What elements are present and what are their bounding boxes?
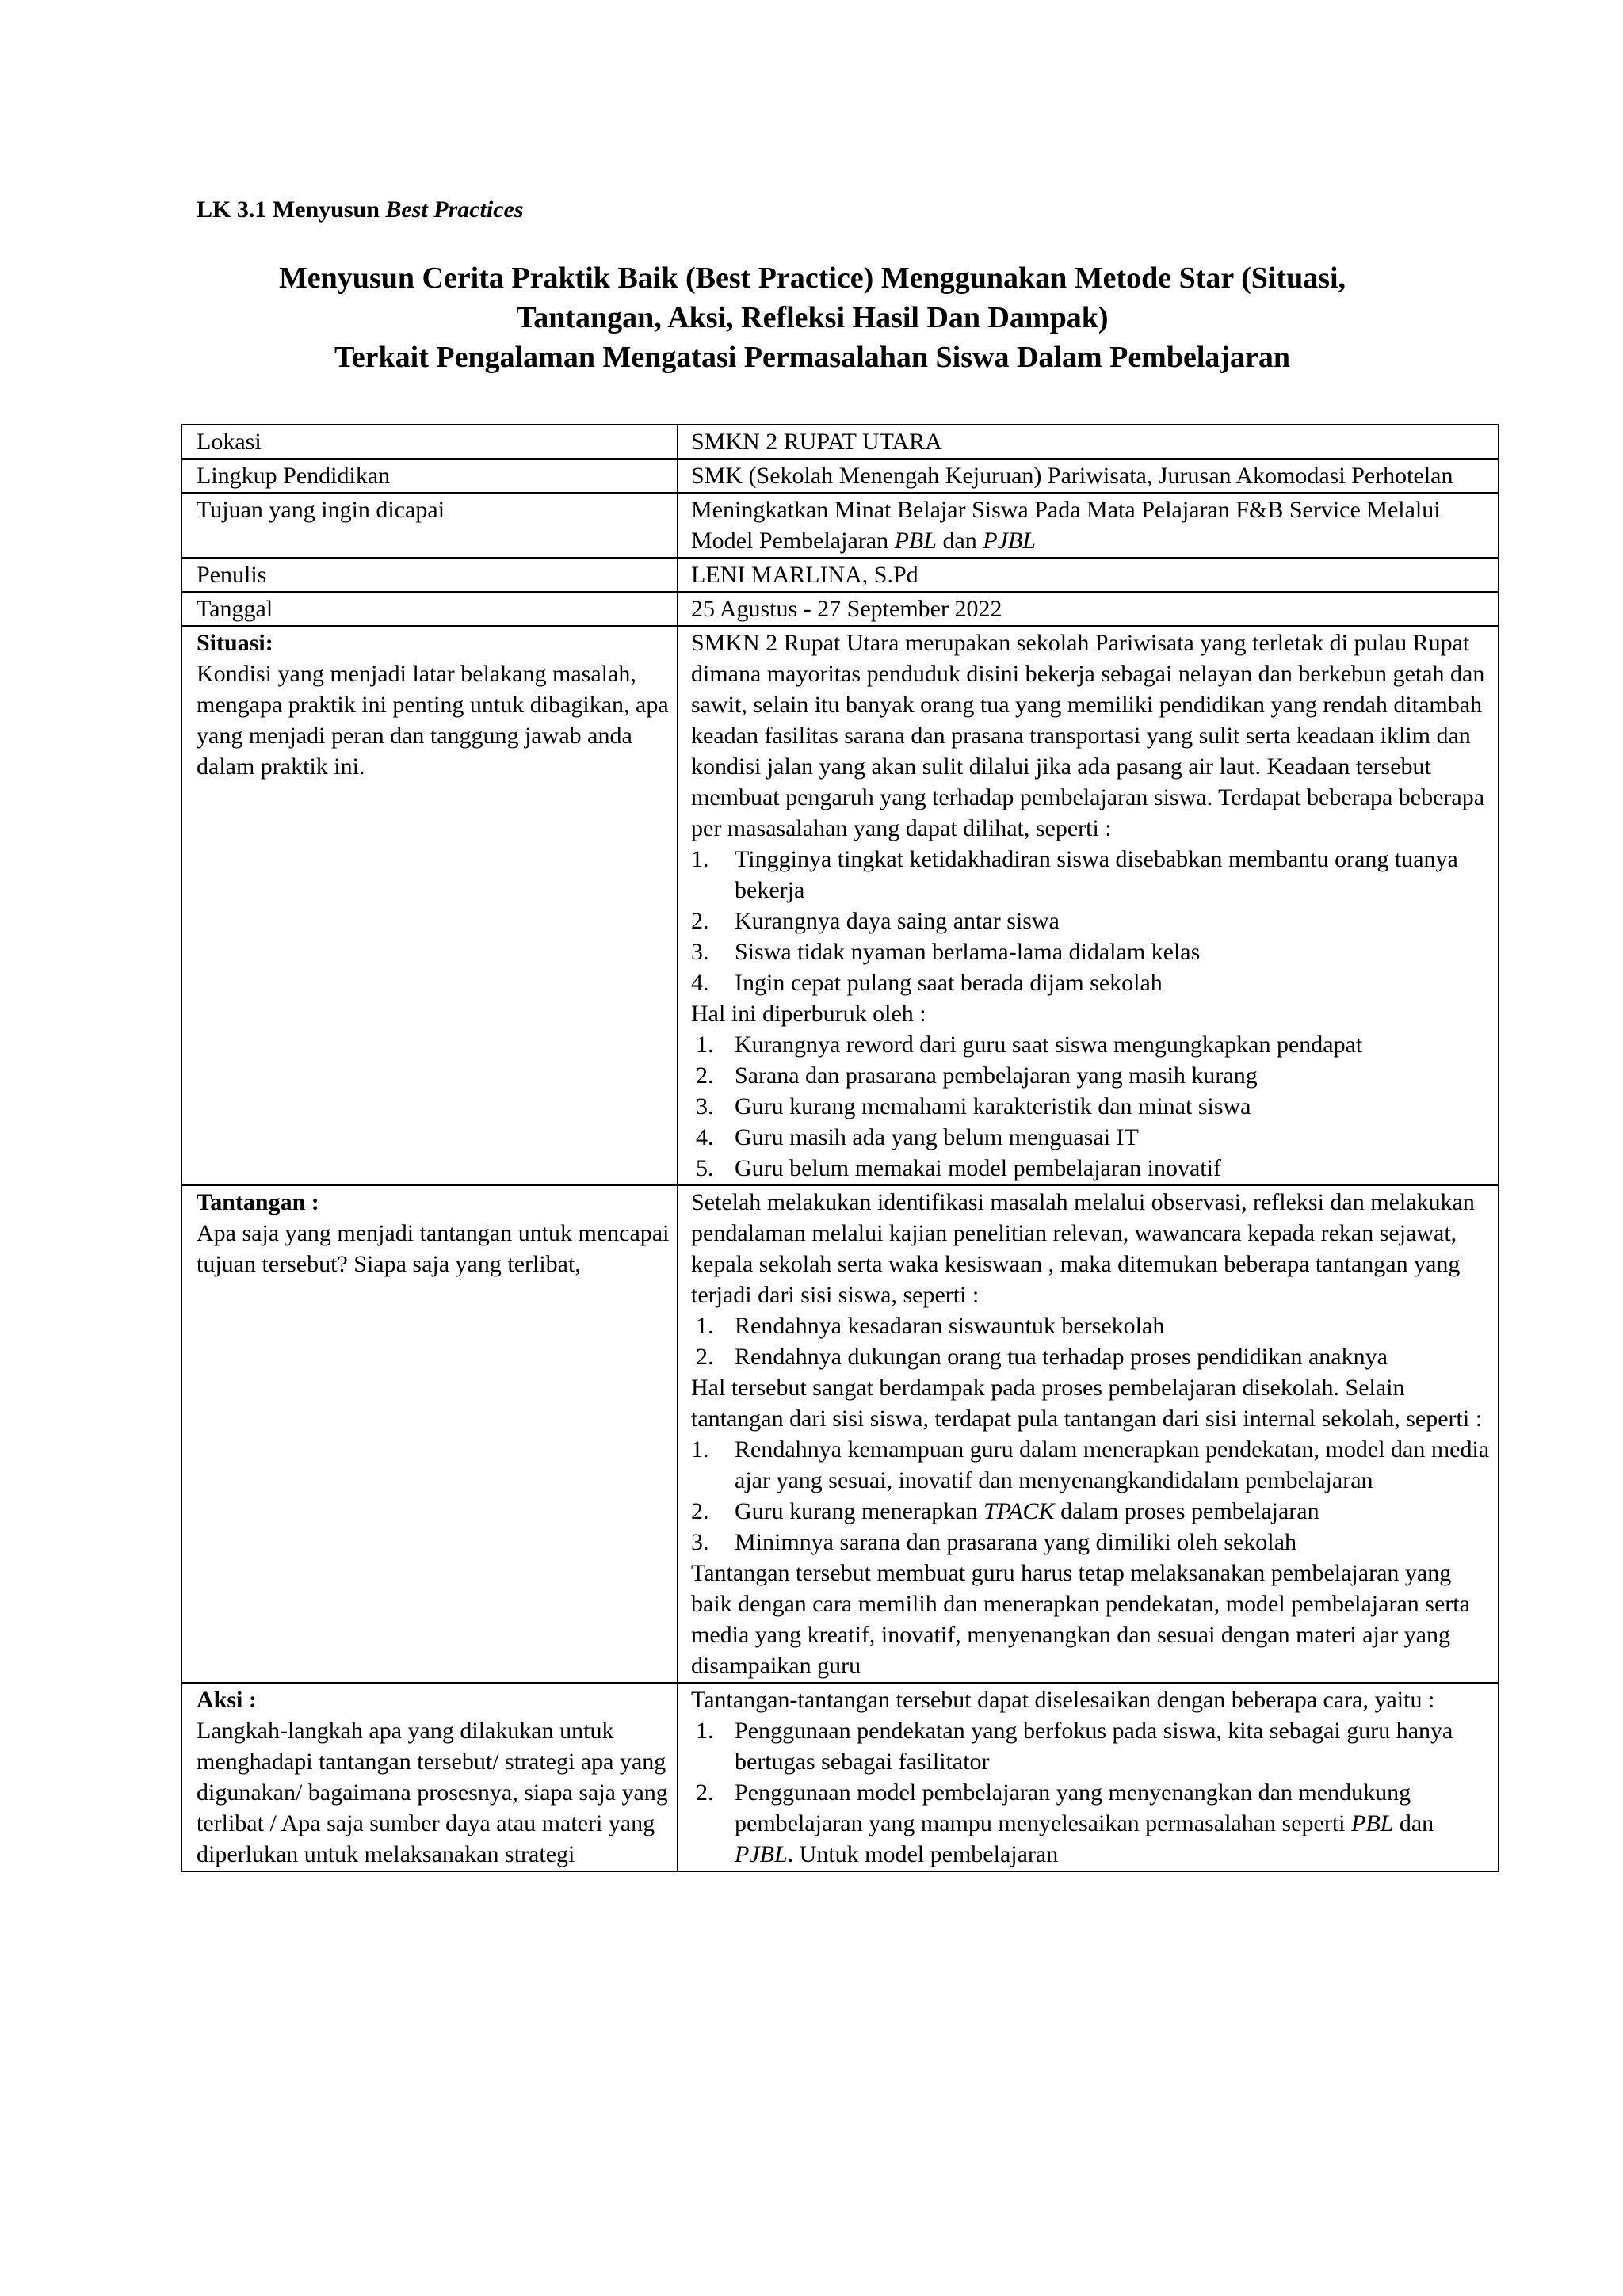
list-number: 1. xyxy=(691,1436,709,1463)
value-lokasi: SMKN 2 RUPAT UTARA xyxy=(678,425,1499,459)
best-practice-table xyxy=(181,424,1499,1872)
list-item xyxy=(691,1122,1491,1153)
tantangan-heading: Tantangan : xyxy=(197,1189,319,1215)
list-text: Guru kurang memahami karakteristik dan minat siswa xyxy=(735,1093,1251,1119)
value-situasi xyxy=(678,626,1499,1185)
row-lokasi xyxy=(181,425,1499,459)
aksi-list xyxy=(691,1715,1491,1870)
row-tanggal xyxy=(181,592,1499,626)
label-penulis: Penulis xyxy=(181,558,678,592)
list-text: Minimnya sarana dan prasarana yang dimiliki oleh sekolah xyxy=(735,1529,1296,1555)
list-item xyxy=(691,1527,1491,1558)
list-text: Sarana dan prasarana pembelajaran yang masih kurang xyxy=(735,1062,1258,1089)
list-number: 5. xyxy=(696,1155,714,1181)
list-number: 2. xyxy=(696,1779,714,1806)
value-tujuan-pbl: PBL xyxy=(894,528,937,554)
tantangan-outro: Tantangan tersebut membuat guru harus tetap melaksanakan pembelajaran yang baik dengan cara memilih dan menerapkan pendekatan, model pembelajaran serta media yang kreatif, inovatif, menyenangkan dan sesuai dengan materi ajar yang disampaikan guru xyxy=(691,1560,1470,1679)
label-lingkup: Lingkup Pendidikan xyxy=(181,459,678,493)
value-tujuan-and: dan xyxy=(936,528,983,554)
situasi-heading: Situasi: xyxy=(197,630,273,656)
worksheet-label xyxy=(197,196,524,223)
situasi-description: Kondisi yang menjadi latar belakang masalah, mengapa praktik ini penting untuk dibagikan, apa yang menjadi peran dan tanggung jawab anda dalam praktik ini. xyxy=(197,661,669,780)
list-text-italic: PBL xyxy=(1351,1810,1394,1836)
worksheet-label-italic: Best Practices xyxy=(385,196,524,223)
list-number: 2. xyxy=(696,1344,714,1370)
list-item xyxy=(691,844,1491,906)
title-line-2: Tantangan, Aksi, Refleksi Hasil Dan Dampak) xyxy=(516,301,1109,334)
situasi-problem-list xyxy=(691,844,1491,998)
label-tanggal: Tanggal xyxy=(181,592,678,626)
list-text: Rendahnya kesadaran siswauntuk bersekolah xyxy=(735,1313,1165,1339)
list-item xyxy=(691,967,1491,998)
worksheet-label-prefix: LK 3.1 Menyusun xyxy=(197,196,386,223)
list-item xyxy=(691,1060,1491,1091)
title-line-3: Terkait Pengalaman Mengatasi Permasalahan Siswa Dalam Pembelajaran xyxy=(334,341,1291,374)
aksi-description: Langkah-langkah apa yang dilakukan untuk menghadapi tantangan tersebut/ strategi apa yang digunakan/ bagaimana prosesnya, siapa saja yang terlibat / Apa saja sumber daya atau materi yang diperlukan untuk melaksanakan strategi xyxy=(197,1718,668,1867)
list-text: Kurangnya daya saing antar siswa xyxy=(735,908,1060,934)
list-item xyxy=(691,1777,1491,1870)
tantangan-mid: Hal tersebut sangat berdampak pada proses pembelajaran disekolah. Selain tantangan dari sisi siswa, terdapat pula tantangan dari sisi internal sekolah, seperti : xyxy=(691,1375,1483,1432)
aksi-intro: Tantangan-tantangan tersebut dapat diselesaikan dengan beberapa cara, yaitu : xyxy=(691,1687,1435,1713)
list-text-italic: TPACK xyxy=(983,1498,1055,1524)
row-penulis xyxy=(181,558,1499,592)
list-text: Penggunaan pendekatan yang berfokus pada siswa, kita sebagai guru hanya bertugas sebagai fasilitator xyxy=(735,1718,1453,1775)
list-text: . Untuk model pembelajaran xyxy=(787,1841,1059,1867)
list-number: 2. xyxy=(696,1062,714,1089)
value-tujuan-text: Meningkatkan Minat Belajar Siswa Pada Mata Pelajaran F&B Service Melalui Model Pembelajaran xyxy=(691,497,1441,554)
label-aksi xyxy=(181,1683,678,1871)
list-text: Guru kurang menerapkan xyxy=(735,1498,984,1524)
row-tujuan xyxy=(181,493,1499,558)
value-tantangan xyxy=(678,1185,1499,1683)
list-text: Guru masih ada yang belum menguasai IT xyxy=(735,1124,1139,1150)
list-item xyxy=(691,1029,1491,1060)
list-number: 4. xyxy=(696,1124,714,1150)
row-lingkup xyxy=(181,459,1499,493)
list-item xyxy=(691,1341,1491,1372)
document-title xyxy=(143,258,1482,377)
value-aksi xyxy=(678,1683,1499,1871)
situasi-intro: SMKN 2 Rupat Utara merupakan sekolah Pariwisata yang terletak di pulau Rupat dimana mayoritas penduduk disini bekerja sebagai nelayan dan berkebun getah dan sawit, selain itu banyak orang tua yang memiliki pendidikan yang rendah ditambah keadan fasilitas sarana dan prasana transportasi yang sulit serta keadaan iklim dan kondisi jalan yang akan sulit dilalui jika ada pasang air laut. Keadaan tersebut membuat pengaruh yang terhadap pembelajaran siswa. Terdapat beberapa beberapa per masasalahan yang dapat dilihat, seperti : xyxy=(691,630,1485,841)
list-text: Rendahnya kemampuan guru dalam menerapkan pendekatan, model dan media ajar yang sesuai, inovatif dan menyenangkandidalam pembelajaran xyxy=(735,1436,1490,1493)
aksi-heading: Aksi : xyxy=(197,1687,257,1713)
value-lingkup: SMK (Sekolah Menengah Kejuruan) Pariwisata, Jurusan Akomodasi Perhotelan xyxy=(678,459,1499,493)
list-item xyxy=(691,906,1491,936)
list-number: 1. xyxy=(691,846,709,872)
list-number: 3. xyxy=(696,1093,714,1119)
tantangan-school-list xyxy=(691,1434,1491,1558)
list-item xyxy=(691,1153,1491,1184)
value-penulis: LENI MARLINA, S.Pd xyxy=(678,558,1499,592)
row-tantangan xyxy=(181,1185,1499,1683)
situasi-cause-list xyxy=(691,1029,1491,1184)
label-tujuan: Tujuan yang ingin dicapai xyxy=(181,493,678,558)
value-tujuan-pjbl: PJBL xyxy=(983,528,1036,554)
list-item xyxy=(691,1434,1491,1496)
tantangan-description: Apa saja yang menjadi tantangan untuk mencapai tujuan tersebut? Siapa saja yang terlibat, xyxy=(197,1220,670,1277)
list-item xyxy=(691,1091,1491,1122)
list-text: dan xyxy=(1393,1810,1434,1836)
value-tujuan xyxy=(678,493,1499,558)
list-text: Tingginya tingkat ketidakhadiran siswa disebabkan membantu orang tuanya bekerja xyxy=(735,846,1458,903)
list-text: Kurangnya reword dari guru saat siswa mengungkapkan pendapat xyxy=(735,1032,1363,1058)
list-item xyxy=(691,1715,1491,1777)
row-situasi xyxy=(181,626,1499,1185)
list-text: dalam proses pembelajaran xyxy=(1054,1498,1319,1524)
list-item xyxy=(691,1496,1491,1527)
list-number: 1. xyxy=(696,1718,714,1744)
list-number: 2. xyxy=(691,908,709,934)
label-tantangan xyxy=(181,1185,678,1683)
situasi-mid: Hal ini diperburuk oleh : xyxy=(691,1001,926,1027)
list-text: Ingin cepat pulang saat berada dijam sekolah xyxy=(735,970,1163,996)
list-number: 2. xyxy=(691,1498,709,1524)
label-lokasi: Lokasi xyxy=(181,425,678,459)
list-number: 3. xyxy=(691,939,709,965)
list-text: Guru belum memakai model pembelajaran inovatif xyxy=(735,1155,1221,1181)
value-tanggal: 25 Agustus - 27 September 2022 xyxy=(678,592,1499,626)
list-number: 4. xyxy=(691,970,709,996)
list-text: Rendahnya dukungan orang tua terhadap proses pendidikan anaknya xyxy=(735,1344,1388,1370)
title-line-1: Menyusun Cerita Praktik Baik (Best Practice) Menggunakan Metode Star (Situasi, xyxy=(278,261,1346,295)
row-aksi xyxy=(181,1683,1499,1871)
label-situasi xyxy=(181,626,678,1185)
list-number: 3. xyxy=(691,1529,709,1555)
list-item xyxy=(691,1310,1491,1341)
list-text-italic: PJBL xyxy=(735,1841,788,1867)
tantangan-student-list xyxy=(691,1310,1491,1372)
list-text: Penggunaan model pembelajaran yang menyenangkan dan mendukung pembelajaran yang mampu menyelesaikan permasalahan seperti xyxy=(735,1779,1411,1836)
list-number: 1. xyxy=(696,1032,714,1058)
list-item xyxy=(691,936,1491,967)
list-number: 1. xyxy=(696,1313,714,1339)
tantangan-intro: Setelah melakukan identifikasi masalah melalui observasi, refleksi dan melakukan pendalaman melalui kajian penelitian relevan, wawancara kepada rekan sejawat, kepala sekolah serta waka kesiswaan , maka ditemukan beberapa tantangan yang terjadi dari sisi siswa, seperti : xyxy=(691,1189,1475,1308)
list-text: Siswa tidak nyaman berlama-lama didalam kelas xyxy=(735,939,1201,965)
